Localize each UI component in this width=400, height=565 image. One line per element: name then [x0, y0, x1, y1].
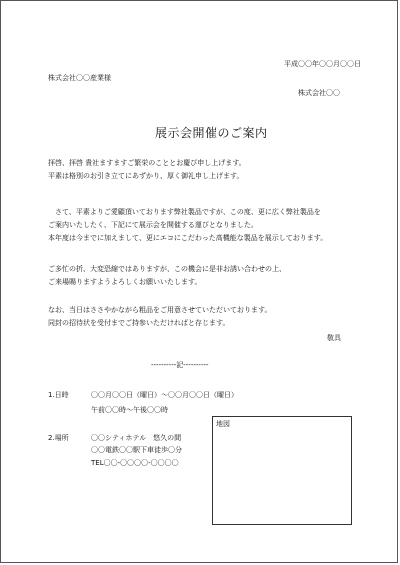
body-line: なお、当日はささやかながら粗品をご用意させていただいております。: [48, 306, 272, 314]
request-paragraph: [48, 263, 286, 289]
date-label: 1.日時: [48, 391, 69, 399]
closing-word: 敬具: [327, 334, 341, 342]
phone-number: TEL〇〇-〇〇〇〇-〇〇〇〇: [91, 459, 179, 467]
announcement-paragraph: [48, 206, 327, 245]
sender-name: 株式会社〇〇: [298, 89, 340, 97]
body-line: さて、平素よりご愛顧頂いております弊社製品ですが、この度、更に広く弊社製品を: [48, 208, 321, 216]
time-range: 午前〇〇時～午後〇〇時: [91, 406, 168, 414]
access-info: 〇〇電鉄〇〇駅下車徒歩〇分: [91, 446, 182, 454]
body-line: 同封の招待状を受付までご持参いただければと存じます。: [48, 319, 230, 327]
document-date: 平成〇〇年〇〇月〇〇日: [284, 60, 361, 68]
recipient-name: 株式会社〇〇産業様: [48, 74, 111, 82]
greeting-paragraph: [48, 157, 246, 183]
date-range: 〇〇月〇〇日（曜日）～〇〇月〇〇日（曜日）: [91, 391, 238, 399]
ki-separator: ----------記----------: [151, 361, 209, 369]
map-label: 地図: [216, 420, 230, 428]
note-paragraph: [48, 304, 271, 330]
body-line: 拝啓、拝啓 貴社ますますご繁栄のこととお慶び申し上げます。: [48, 159, 246, 167]
body-line: 平素は格別のお引き立てにあずかり、厚く御礼申し上げます。: [48, 172, 244, 180]
body-line: ご多忙の折、大変恐縮ではありますが、この機会に是非お誘い合わせの上、: [48, 265, 286, 273]
map-box: [212, 416, 352, 525]
body-line: 本年度は今までに加えまして、更にエコにこだわった高機能な製品を展示しております。: [48, 234, 328, 242]
body-line: ご案内いたしたく、下記にて展示会を開催する運びとなりました。: [48, 221, 258, 229]
venue-name: 〇〇シティホテル 悠久の間: [91, 434, 182, 442]
document-title: 展示会開催のご案内: [155, 126, 268, 140]
place-label: 2.場所: [48, 434, 69, 442]
body-line: ご来場賜りますようよろしくお願いいたします。: [48, 278, 202, 286]
